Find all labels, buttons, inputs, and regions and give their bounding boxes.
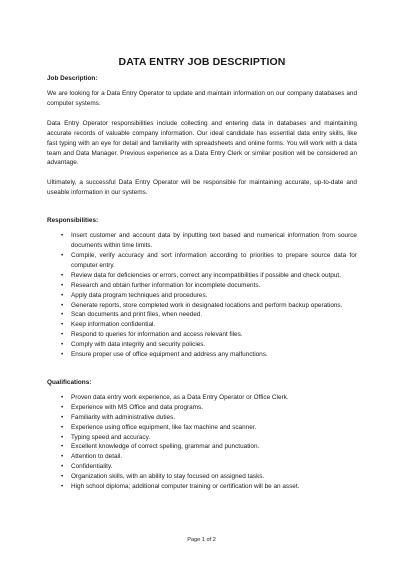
bullet-icon: • xyxy=(61,463,64,471)
list-item-text: Proven data entry work experience, as a Data Entry Operator or Office Clerk. xyxy=(71,393,289,401)
list-item xyxy=(47,251,357,271)
list-item xyxy=(47,340,357,350)
bullet-icon: • xyxy=(61,341,64,349)
list-item xyxy=(47,350,357,360)
bullet-icon: • xyxy=(61,251,64,259)
list-item-text: Insert customer and account data by inputting text based and numerical information from source documents within time limits. xyxy=(71,232,357,250)
bullet-icon: • xyxy=(61,331,64,339)
document-title: DATA ENTRY JOB DESCRIPTION xyxy=(118,56,286,68)
list-item xyxy=(47,403,357,413)
list-item xyxy=(47,452,357,462)
list-item-text: Attention to detail. xyxy=(71,453,123,461)
list-item xyxy=(47,393,357,403)
list-item xyxy=(47,320,357,330)
bullet-icon: • xyxy=(61,483,64,491)
list-item-text: Comply with data integrity and security policies. xyxy=(71,341,206,349)
qualifications-list xyxy=(47,393,357,492)
list-item-text: Review data for deficiencies or errors, correct any incompatibilities if possible and check output. xyxy=(71,271,341,279)
list-item xyxy=(47,281,357,291)
list-item xyxy=(47,482,357,492)
bullet-icon: • xyxy=(61,321,64,329)
list-item-text: Apply data program techniques and procedures. xyxy=(71,291,208,299)
job-description-paragraph-3: Ultimately, a successful Data Entry Operator will be responsible for maintaining accurate, up-to-date and useable information in our systems. xyxy=(47,179,357,197)
list-item-text: Experience using office equipment, like fax machine and scanner. xyxy=(71,423,257,431)
list-item xyxy=(47,462,357,472)
job-description-paragraph-1: We are looking for a Data Entry Operator to update and maintain information on our company databases and computer systems. xyxy=(47,90,357,107)
list-item-text: Scan documents and print files, when needed. xyxy=(71,311,203,319)
bullet-icon: • xyxy=(61,423,64,431)
list-item xyxy=(47,310,357,320)
list-item-text: High school diploma; additional computer training or certification will be an asset. xyxy=(71,483,300,491)
bullet-icon: • xyxy=(61,271,64,279)
list-item-text: Experience with MS Office and data programs. xyxy=(71,403,204,411)
bullet-icon: • xyxy=(61,453,64,461)
list-item-text: Organization skills, with an ability to stay focused on assigned tasks. xyxy=(71,473,265,481)
responsibilities-label: Responsibilities: xyxy=(47,217,99,225)
list-item xyxy=(47,330,357,340)
job-description-label: Job Description: xyxy=(47,75,98,82)
bullet-icon: • xyxy=(61,443,64,451)
bullet-icon: • xyxy=(61,473,64,481)
bullet-icon: • xyxy=(61,311,64,319)
bullet-icon: • xyxy=(61,393,64,401)
list-item-text: Excellent knowledge of correct spelling, grammar and punctuation. xyxy=(71,443,260,451)
qualifications-label: Qualifications: xyxy=(47,378,92,386)
list-item-text: Compile, verify accuracy and sort information according to priorities to prepare source data for computer entry. xyxy=(71,251,357,269)
list-item xyxy=(47,472,357,482)
list-item-text: Ensure proper use of office equipment and address any malfunctions. xyxy=(71,351,268,359)
list-item xyxy=(47,231,357,251)
list-item xyxy=(47,423,357,433)
bullet-icon: • xyxy=(61,433,64,441)
bullet-icon: • xyxy=(61,413,64,421)
list-item-text: Generate reports, store completed work in designated locations and perform backup operations. xyxy=(71,301,343,309)
list-item xyxy=(47,291,357,301)
bullet-icon: • xyxy=(61,291,64,299)
list-item xyxy=(47,301,357,311)
list-item xyxy=(47,413,357,423)
list-item-text: Respond to queries for information and access relevant files. xyxy=(71,331,243,339)
job-description-paragraph-2: Data Entry Operator responsibilities include collecting and entering data in databases and maintaining accurate records of valuable company information. Our ideal candidate has essential data entry skills, like fast typing with an eye for detail and familiarity with spreadsheets and online forms. You will work with a data team and Data Manager. Previous experience as a Data Entry Clerk or similar position will be considered an advantage. xyxy=(47,119,357,167)
list-item-text: Familiarity with administrative duties. xyxy=(71,413,176,421)
bullet-icon: • xyxy=(61,232,64,240)
list-item-text: Research and obtain further information for incomplete documents. xyxy=(71,281,261,289)
document-content xyxy=(47,56,357,492)
bullet-icon: • xyxy=(61,301,64,309)
list-item-text: Confidentiality. xyxy=(71,463,113,471)
page-number: Page 1 of 2 xyxy=(187,537,216,543)
list-item xyxy=(47,433,357,443)
list-item xyxy=(47,442,357,452)
list-item xyxy=(47,271,357,281)
list-item-text: Typing speed and accuracy. xyxy=(71,433,151,441)
bullet-icon: • xyxy=(61,403,64,411)
responsibilities-list xyxy=(47,231,357,360)
bullet-icon: • xyxy=(61,281,64,289)
list-item-text: Keep information confidential. xyxy=(71,321,156,329)
bullet-icon: • xyxy=(61,351,64,359)
